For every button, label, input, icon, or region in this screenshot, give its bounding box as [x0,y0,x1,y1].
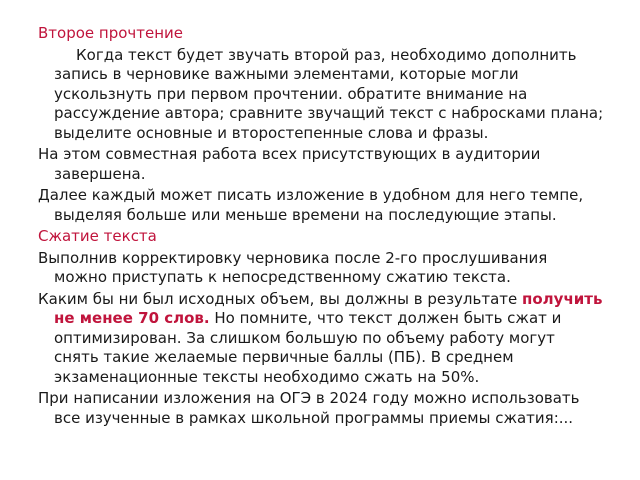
paragraph-start-compression: Выполнив корректировку черновика после 2-го прослушивания можно приступать к непосредственному сжатию текста. [38,248,548,286]
text-fragment: Но помните, что текст должен быть сжат и оптимизирован. За слишком большую по объему работу могут снять такие желаемые первичные баллы (ПБ). В среднем экзаменационные тексты необходимо сжать на 50%. [54,309,562,386]
paragraph-second-reading-instructions: Когда текст будет звучать второй раз, необходимо дополнить запись в черновике важными элементами, которые могли ускользнуть при первом прочтении. обратите внимание на рассуждение автора; сравните звучащий текст с набросками плана; выделите основные и второстепенные слова и фразы. [54,45,604,142]
paragraph-compression-techniques: При написании изложения на ОГЭ в 2024 году можно использовать все изученные в рамках школьной программы приемы сжатия:... [38,389,580,427]
slide-content [38,24,604,430]
paragraph-joint-work-finished: На этом совместная работа всех присутствующих в аудитории завершена. [38,145,541,183]
section-heading-second-reading: Второе прочтение [38,24,184,42]
paragraph-word-count-requirement [38,290,604,388]
section-heading-compression: Сжатие текста [38,227,157,245]
emphasis-min-words: получить не менее 70 слов. [54,289,603,327]
paragraph-individual-pace: Далее каждый может писать изложение в удобном для него темпе, выделяя больше или меньше времени на последующие этапы. [38,186,584,224]
text-fragment: Каким бы ни был исходных объем, вы должны в результате [38,289,523,308]
